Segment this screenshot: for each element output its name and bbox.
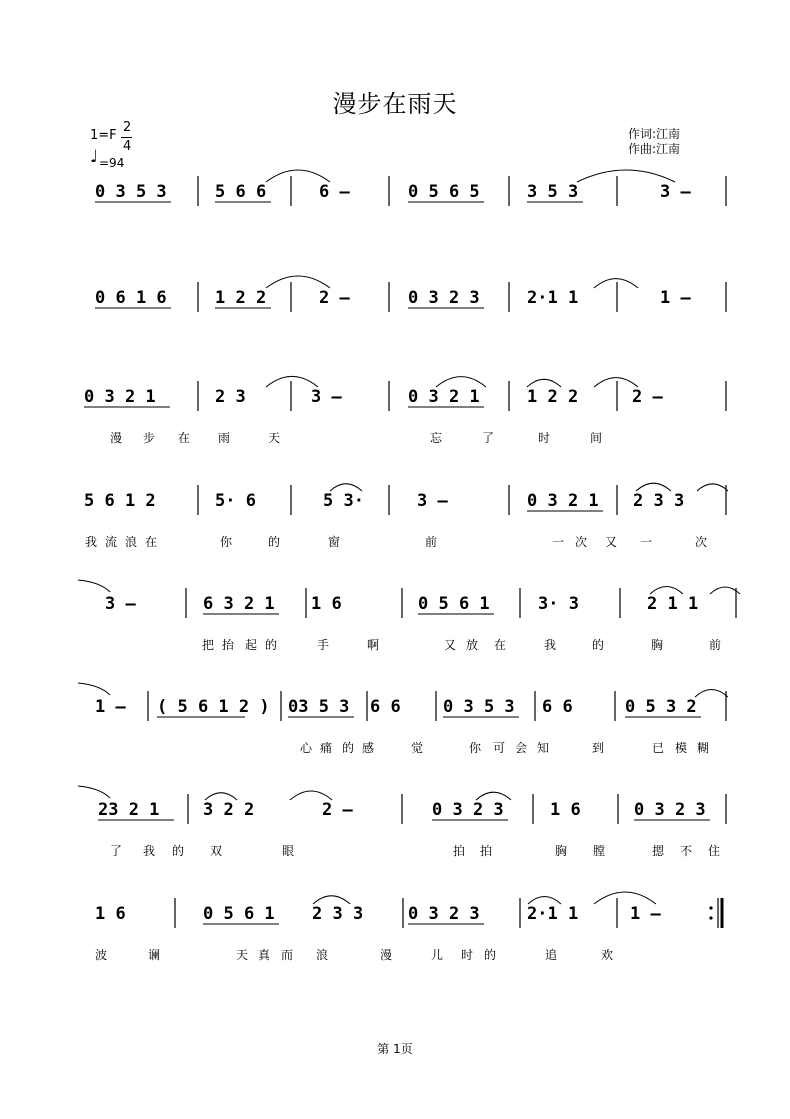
tie-slur <box>594 378 638 387</box>
note-group: 0 3 2 1 <box>527 491 599 511</box>
note-group: 0 3 5 3 <box>95 182 167 202</box>
note-group: 3 5 3 <box>527 182 579 202</box>
quarter-note-icon: ♩ <box>90 147 99 167</box>
note-group: 0 3 5 3 <box>443 697 515 717</box>
lyric-char: 心 <box>300 741 313 755</box>
lyric-char: 我 <box>143 844 156 858</box>
note-group: 2 – <box>319 288 350 308</box>
tie-slur <box>436 377 486 387</box>
note-group: 6 6 <box>370 697 401 717</box>
lyric-char: 的 <box>342 741 355 755</box>
lyric-char: 痛 <box>320 741 333 755</box>
note-group: 1 6 <box>311 594 342 614</box>
lyric-char: 啊 <box>367 638 380 652</box>
note-group: 5 6 6 <box>215 182 267 202</box>
note-group: 0 3 2 3 <box>432 800 504 820</box>
lyric-char: 了 <box>110 844 123 858</box>
repeat-dot <box>709 906 712 909</box>
lyric-char: 双 <box>210 844 223 858</box>
note-group: 1 2 2 <box>215 288 267 308</box>
note-group: 2·1 1 <box>527 904 579 924</box>
tie-slur <box>290 791 332 800</box>
lyric-char: 的 <box>484 948 497 962</box>
key-signature: 1=F <box>90 128 117 143</box>
note-group: 0 3 2 1 <box>84 387 156 407</box>
lyric-char: 你 <box>469 741 482 755</box>
note-group: 23 2 1 <box>98 800 160 820</box>
lyric-char: 的 <box>172 844 185 858</box>
lyric-char: 时 <box>461 948 474 962</box>
composer: 作曲:江南 <box>628 142 681 156</box>
time-signature-bottom: 4 <box>123 139 132 154</box>
lyric-char: 漫 <box>110 431 123 445</box>
tie-slur <box>697 484 728 491</box>
lyric-char: 膛 <box>593 844 606 858</box>
note-group: 5 6 1 2 <box>84 491 156 511</box>
tie-slur <box>313 896 350 904</box>
note-group: 0 5 6 1 <box>203 904 275 924</box>
lyric-char: 了 <box>482 431 495 445</box>
tie-slur <box>266 376 318 387</box>
lyric-char: 雨 <box>218 431 231 445</box>
lyric-char: 又 <box>444 638 457 652</box>
note-group: 2 – <box>632 387 663 407</box>
note-group: 2 – <box>322 800 353 820</box>
note-group: 1 – <box>630 904 661 924</box>
lyric-char: 在 <box>494 638 507 652</box>
tie-slur <box>78 580 110 592</box>
lyric-char: 已 <box>652 741 665 755</box>
lyric-char: 到 <box>592 741 605 755</box>
note-group: 6 – <box>319 182 350 202</box>
note-group: 2 3 3 <box>312 904 364 924</box>
lyric-char: 浪 <box>316 948 329 962</box>
lyric-char: 窗 <box>328 535 341 549</box>
note-group: 2 3 <box>215 387 246 407</box>
lyric-char: 步 <box>143 431 156 445</box>
lyric-char: 波 <box>95 948 108 962</box>
lyric-char: 在 <box>145 535 158 549</box>
lyric-char: 流 <box>105 535 118 549</box>
lyric-char: 次 <box>695 535 708 549</box>
note-group: 0 5 3 2 <box>625 697 697 717</box>
note-group: 0 6 1 6 <box>95 288 167 308</box>
lyric-char: 抬 <box>222 638 235 652</box>
lyric-char: 胸 <box>555 844 568 858</box>
lyric-char: 我 <box>544 638 557 652</box>
lyric-char: 拍 <box>453 844 466 858</box>
tie-slur <box>527 379 561 387</box>
note-group: 03 5 3 <box>288 697 350 717</box>
lyric-char: 前 <box>709 638 722 652</box>
lyric-char: 模 <box>675 741 688 755</box>
note-group: 0 5 6 5 <box>408 182 480 202</box>
lyric-char: 真 <box>258 948 271 962</box>
note-group: ( 5 6 1 2 ) <box>157 697 270 717</box>
lyric-char: 胸 <box>651 638 664 652</box>
lyric-char: 眼 <box>282 844 295 858</box>
lyric-char: 漫 <box>380 948 393 962</box>
note-group: 2 1 1 <box>647 594 699 614</box>
time-signature-top: 2 <box>123 120 132 135</box>
lyric-char: 拍 <box>480 844 493 858</box>
note-group: 1 6 <box>95 904 126 924</box>
tie-slur <box>266 170 330 182</box>
note-group: 2 3 3 <box>633 491 685 511</box>
lyric-char: 而 <box>281 948 294 962</box>
lyric-char: 忘 <box>430 431 443 445</box>
tie-slur <box>476 792 511 800</box>
note-group: 5 3· <box>323 491 364 511</box>
note-group: 0 3 2 1 <box>408 387 480 407</box>
lyric-char: 手 <box>317 638 330 652</box>
note-group: 0 3 2 3 <box>634 800 706 820</box>
lyric-char: 知 <box>537 741 550 755</box>
lyric-char: 一 <box>552 535 565 549</box>
tie-slur <box>78 683 110 695</box>
lyric-char: 放 <box>466 638 479 652</box>
note-group: 1 2 2 <box>527 387 579 407</box>
lyric-char: 前 <box>425 535 438 549</box>
page-number: 第 1页 <box>377 1042 413 1056</box>
lyric-char: 的 <box>268 535 281 549</box>
lyric-char: 欢 <box>601 948 614 962</box>
note-group: 6 6 <box>542 697 573 717</box>
lyric-char: 一 <box>640 535 653 549</box>
note-group: 5· 6 <box>215 491 256 511</box>
lyric-char: 我 <box>85 535 98 549</box>
lyric-char: 浪 <box>125 535 138 549</box>
lyric-char: 觉 <box>411 741 424 755</box>
tie-slur <box>636 483 671 491</box>
note-group: 6 3 2 1 <box>203 594 275 614</box>
note-group: 1 – <box>95 697 126 717</box>
lyric-char: 天 <box>268 431 281 445</box>
tie-slur <box>695 690 728 698</box>
note-group: 3 2 2 <box>203 800 255 820</box>
tie-slur <box>266 276 330 288</box>
lyric-char: 时 <box>538 431 551 445</box>
song-title: 漫步在雨天 <box>332 90 458 118</box>
note-group: 0 3 2 3 <box>408 288 480 308</box>
lyric-char: 又 <box>605 535 618 549</box>
lyric-char: 糊 <box>697 741 710 755</box>
tie-slur <box>205 793 237 800</box>
tie-slur <box>330 484 362 491</box>
lyric-char: 间 <box>590 431 603 445</box>
lyric-char: 的 <box>265 638 278 652</box>
tie-slur <box>577 170 675 182</box>
lyric-char: 住 <box>708 844 721 858</box>
lyric-char: 追 <box>545 948 558 962</box>
lyric-char: 你 <box>220 535 233 549</box>
note-group: 3 – <box>417 491 448 511</box>
note-group: 3 – <box>660 182 691 202</box>
note-group: 1 – <box>660 288 691 308</box>
lyric-char: 把 <box>202 638 215 652</box>
tie-slur <box>78 786 110 798</box>
lyric-char: 摁 <box>652 844 665 858</box>
lyric-char: 可 <box>493 741 506 755</box>
lyric-char: 谰 <box>148 948 161 962</box>
note-group: 0 5 6 1 <box>418 594 490 614</box>
note-group: 2·1 1 <box>527 288 579 308</box>
tie-slur <box>650 587 683 595</box>
note-group: 1 6 <box>550 800 581 820</box>
lyric-char: 不 <box>680 844 693 858</box>
lyric-char: 起 <box>245 638 258 652</box>
note-group: 3 – <box>105 594 136 614</box>
note-group: 3 – <box>311 387 342 407</box>
lyricist: 作词:江南 <box>628 127 681 141</box>
lyric-char: 儿 <box>431 948 444 962</box>
lyric-char: 在 <box>178 431 191 445</box>
lyric-char: 次 <box>575 535 588 549</box>
tie-slur <box>528 897 561 905</box>
lyric-char: 的 <box>592 638 605 652</box>
lyric-char: 会 <box>515 741 528 755</box>
note-group: 3· 3 <box>538 594 579 614</box>
lyric-char: 感 <box>362 741 375 755</box>
tempo-marking: =94 <box>99 156 125 170</box>
lyric-char: 天 <box>236 948 249 962</box>
tie-slur <box>594 279 638 288</box>
note-group: 0 3 2 3 <box>408 904 480 924</box>
repeat-dot <box>709 916 712 919</box>
tie-slur <box>594 892 656 904</box>
